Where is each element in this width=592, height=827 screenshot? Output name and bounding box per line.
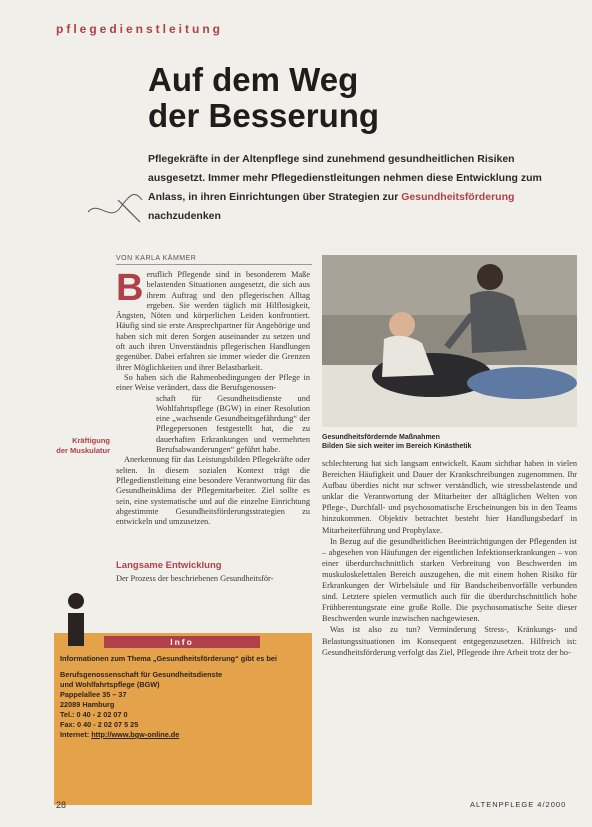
- lead-highlight: Gesundheitsförderung: [401, 191, 515, 203]
- info-org-2: und Wohlfahrtspflege (BGW): [60, 680, 160, 689]
- article-photo: [322, 255, 577, 427]
- photo-caption-line-2: Bilden Sie sich weiter im Bereich Kinästhetik: [322, 443, 472, 450]
- photo-caption-line-1: Gesundheitsfördernde Maßnahmen: [322, 434, 440, 441]
- lead-end: nachzudenken: [148, 210, 221, 222]
- col1-paragraph-1: eruflich Pflegende sind in besonderem Maße belastenden Situationen ausgesetzt, die sich aus ihrem Auftrag und den pflegerischen Alltag ergeben. Sie werden täglich mit Hilflosigkeit, Ängsten, Nöten und körperlichen Leiden konfrontiert. Häufig sind sie erste Ansprechpartner für Angehörige und haben sich mit deren Sorgen auseinander zu setzen und oft auch ihren Unverständnis pflegerischen Handlungen gegenüber. Dabei erfahren sie immer wieder die Grenzen ihrer Möglichkeiten und ihrer Belastbarkeit.: [116, 270, 310, 372]
- col1-paragraph-4: Der Prozess der beschriebenen Gesundheitsför-: [116, 574, 274, 583]
- col1-paragraph-3: Anerkennung für das Leistungsbilden Pflegekräfte oder selten. In diesem sozialen Kontext trägt die Pflegedienstleitung eine besondere Verantwortung für das Gesundheitsklima der Pflegemitarbeiter. Ziel sollte es sein, eine systematische und auf die einzelne Einrichtung abgestimmte Gesundheitsförderungsstrategien zu entwickeln und umzusetzen.: [116, 455, 310, 527]
- lead-text: Pflegekräfte in der Altenpflege sind zunehmend gesundheitlichen Risiken ausgesetzt. Immer mehr Pflegedienstleitungen nehmen diese Entwicklung zum Anlass, in ihren Einrichtungen über Strategien zur: [148, 153, 542, 203]
- info-body: [60, 654, 305, 740]
- info-web: [60, 730, 305, 740]
- info-icon: [56, 592, 96, 648]
- margin-note: [42, 436, 110, 456]
- pen-doodle-icon: [80, 170, 150, 230]
- dropcap: B: [116, 267, 144, 309]
- col2-paragraph-1: schlechterung hat sich langsam entwickelt. Kaum sichtbar haben in vielen Bereichen Häufigkeit und Dauer der Krankschreibungen zugenommen. Ihr Aufbau überdies nicht nur schwer verständlich, wie stressbelastende und unklar die Verantwortung der Mitarbeiter der alltäglichen Welten von Pflege-, Durchfall- und psychosomatische Erscheinungen bis in den Teams hinzukommen. Objektiv betrachtet besteht hier Handlungsbedarf in Mitarbeiterführung und Prophylaxe.: [322, 459, 577, 535]
- section-label: pflegedienstleitung: [56, 22, 224, 36]
- info-web-label: Internet:: [60, 730, 92, 739]
- byline: VON KARLA KÄMMER: [116, 255, 197, 262]
- info-org-1: Berufsgenossenschaft für Gesundheitsdienste: [60, 670, 223, 679]
- publication-footer: ALTENPFLEGE 4/2000: [470, 800, 567, 809]
- title-line-2: der Besserung: [148, 97, 380, 134]
- title-line-1: Auf dem Weg: [148, 61, 359, 98]
- info-label: Info: [104, 636, 260, 648]
- col1-paragraph-2a: So haben sich die Rahmenbedingungen der Pflege in einer Weise verändert, dass die Berufsgenossen-: [116, 372, 310, 393]
- info-street: Pappelallee 35 – 37: [60, 690, 127, 699]
- info-fax: Fax: 0 40 - 2 02 07 5 25: [60, 720, 139, 729]
- margin-note-line-2: der Muskulatur: [56, 446, 110, 455]
- col2-paragraph-2: In Bezug auf die gesundheitlichen Beeinträchtigungen der Pflegenden ist – abgesehen von Häufungen der eigentlichen Infektionserkrankungen – von einer überdurchschnittlich starken Verbreitung von Beschwerden im muskuloskelettalen Bereich auszugehen, die mit einem hohen Risiko für Erkrankungen der Wirbelsäule und für Bandscheibenvorfälle verbunden sind. Letztere spielen vermutlich auch für die überdurchschnittlich hohe Frühberentungsrate eine große Rolle. Die psychosomatische Seite dieser Beschwerden wurde inzwischen nachgewiesen.: [322, 536, 577, 624]
- subheading: Langsame Entwicklung: [116, 560, 222, 571]
- article-title: [148, 62, 379, 134]
- col1-paragraph-2b: schaft für Gesundheitsdienste und Wohlfahrtspflege (BGW) in einer Resolution eine „wachsende Gesundheitsgefährdung“ der Pflegepersonen festgestellt hat, die zu dauerhaften Erkrankungen und vermehrten Berufsabwanderungen“ geführt habe.: [156, 393, 310, 455]
- info-tel: Tel.: 0 40 - 2 02 07 0: [60, 710, 128, 719]
- photo-caption: [322, 433, 577, 451]
- info-intro: Informationen zum Thema „Gesundheitsförderung“ gibt es bei: [60, 654, 277, 663]
- column-right-text: [322, 458, 577, 658]
- info-city: 22089 Hamburg: [60, 700, 115, 709]
- info-web-link[interactable]: http://www.bgw-online.de: [91, 730, 180, 739]
- page-number: 28: [56, 800, 67, 810]
- column-left-text: [116, 267, 310, 527]
- divider: [116, 264, 312, 265]
- col2-paragraph-3: Was ist also zu tun? Verminderung Stress-, Kränkungs- und Belastungssituationen im Konsequent entgegenzusetzen. Hilfreich ist: Gesundheitsförderung verfolgt das Ziel, Pflegende ihre Arbeit trotz der ho-: [322, 625, 577, 657]
- margin-note-line-1: Kräftigung: [72, 436, 110, 445]
- article-lead: [148, 150, 548, 226]
